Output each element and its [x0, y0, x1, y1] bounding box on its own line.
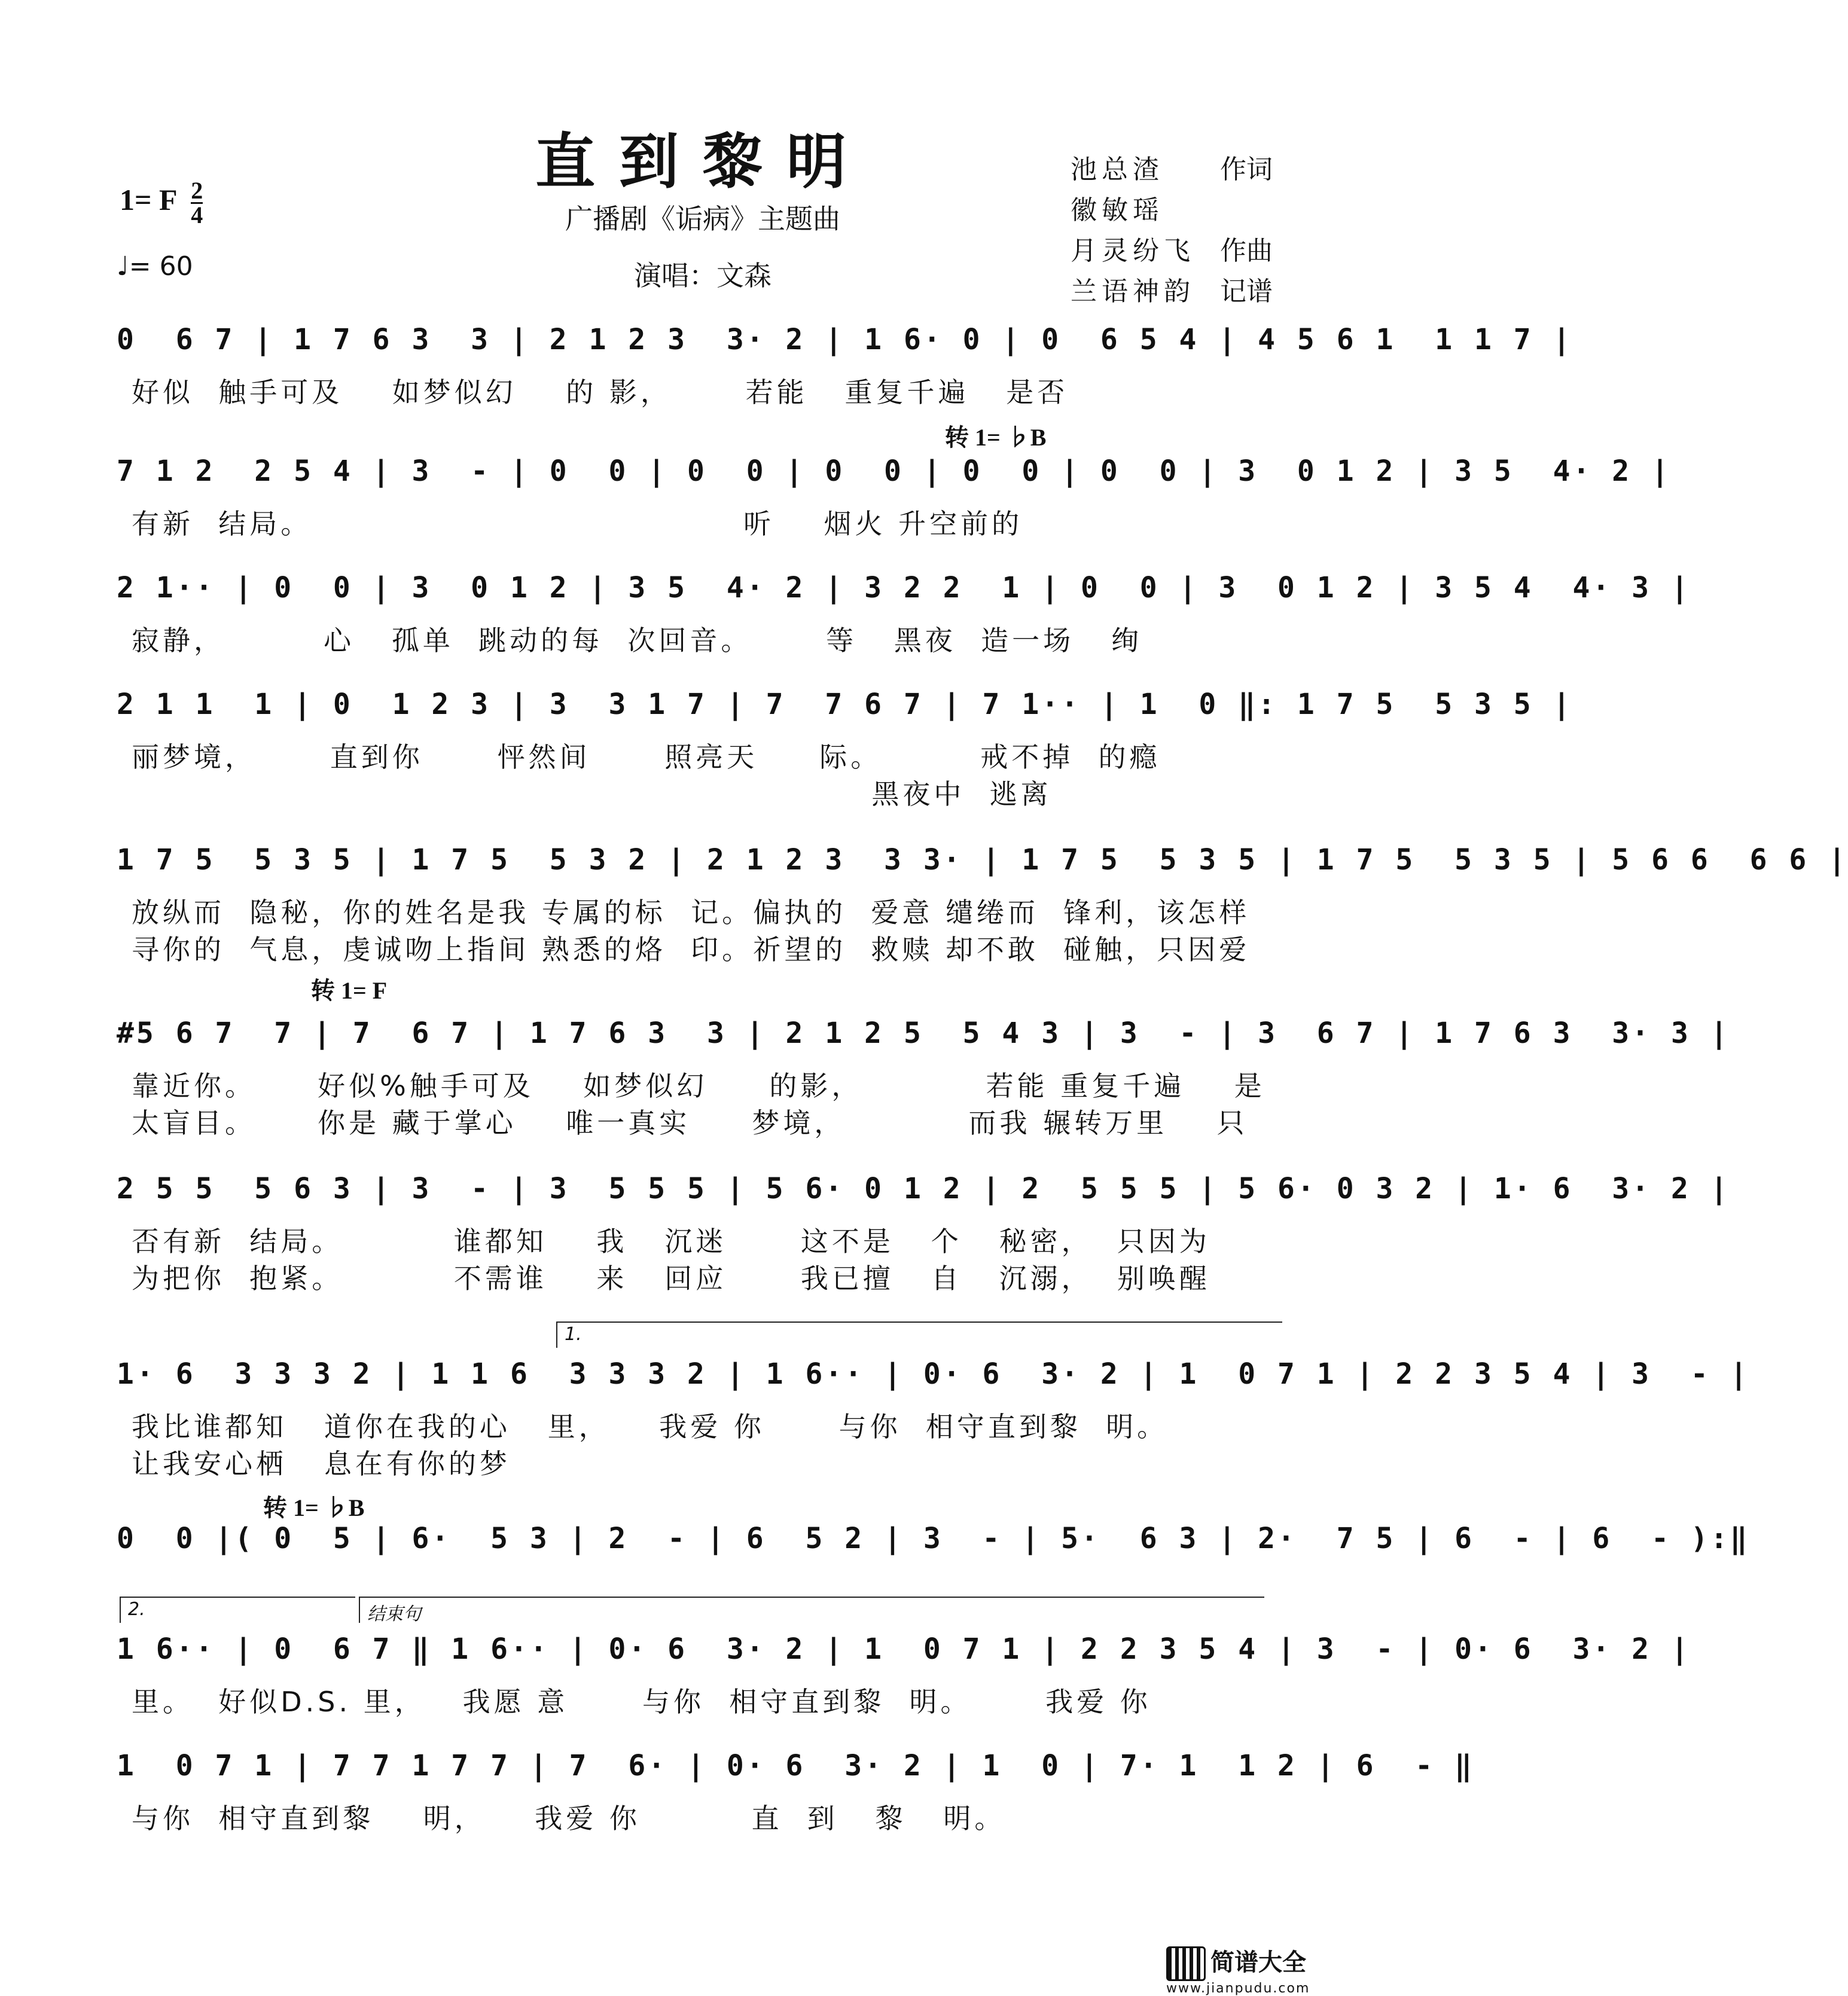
- time-signature: [191, 179, 203, 227]
- lyric-line: 寂静， 心 孤单 跳动的每 次回音。 等 黑夜 造一场 绚: [132, 624, 1143, 657]
- credit-name: 兰语神韵: [1071, 276, 1195, 307]
- page-title: 直到黎明: [535, 126, 870, 197]
- piano-keys-icon: [1166, 1946, 1206, 1981]
- notation-line: 1 6·· | 0 6 7 ‖ 1 6·· | 0· 6 3· 2 | 1 0 7 1 | 2 2 3 5 4 | 3 - | 0· 6 3· 2 |: [117, 1632, 1691, 1666]
- notation-line: #5 6 7 7 | 7 6 7 | 1 7 6 3 3 | 2 1 2 5 5 4 3 | 3 - | 3 6 7 | 1 7 6 3 3· 3 |: [117, 1017, 1730, 1050]
- modulation-mark: 转 1= F: [311, 977, 388, 1004]
- tempo-marking: ♩= 60: [117, 251, 193, 282]
- coda-section-label: 结束句: [359, 1597, 1264, 1623]
- credit-row: [1071, 190, 1273, 231]
- lyric-line: 靠近你。 好似%触手可及 如梦似幻 的影， 若能 重复千遍 是: [132, 1070, 1265, 1102]
- credit-role: 作曲: [1220, 236, 1273, 266]
- credit-name: 徽敏瑶: [1071, 195, 1164, 225]
- time-signature-top: 2: [191, 177, 203, 204]
- key-signature: [120, 179, 203, 227]
- notation-line: 0 6 7 | 1 7 6 3 3 | 2 1 2 3 3· 2 | 1 6· 0 | 0 6 5 4 | 4 5 6 1 1 1 7 |: [117, 323, 1573, 356]
- lyric-line: 太盲目。 你是 藏于掌心 唯一真实 梦境， 而我 辗转万里 只: [132, 1107, 1248, 1139]
- lyric-line: 为把你 抱紧。 不需谁 来 回应 我已擅 自 沉溺， 别唤醒: [132, 1262, 1210, 1295]
- notation-line: 0 0 |( 0 5 | 6· 5 3 | 2 - | 6 5 2 | 3 - | 5· 6 3 | 2· 7 5 | 6 - | 6 - ):‖: [117, 1522, 1750, 1555]
- lyric-line: 里。 好似D.S. 里， 我愿 意 与你 相守直到黎 明。 我爱 你: [132, 1686, 1151, 1718]
- credits: [1071, 149, 1273, 312]
- lyric-line: 我比谁都知 道你在我的心 里， 我爱 你 与你 相守直到黎 明。: [132, 1411, 1169, 1443]
- subtitle: 广播剧《诟病》主题曲: [565, 203, 840, 235]
- notation-line: 2 1·· | 0 0 | 3 0 1 2 | 3 5 4· 2 | 3 2 2 1 | 0 0 | 3 0 1 2 | 3 5 4 4· 3 |: [117, 571, 1691, 605]
- lyric-line: 寻你的 气息，虔诚吻上指间 熟悉的烙 印。祈望的 救赎 却不敢 碰触，只因爱: [132, 933, 1251, 966]
- key-label: 1= F: [120, 182, 176, 216]
- credit-row: [1071, 231, 1273, 271]
- watermark-url: www.jianpudu.com: [1166, 1981, 1310, 1996]
- notation-line: 1· 6 3 3 3 2 | 1 1 6 3 3 3 2 | 1 6·· | 0· 6 3· 2 | 1 0 7 1 | 2 2 3 5 4 | 3 - |: [117, 1357, 1750, 1391]
- lyric-line: 让我安心栖 息在有你的梦: [132, 1448, 511, 1480]
- lyric-line: 好似 触手可及 如梦似幻 的 影， 若能 重复千遍 是否: [132, 376, 1069, 408]
- credit-row: [1071, 271, 1273, 312]
- volta-first-ending: 1.: [556, 1321, 1282, 1348]
- credit-name: 池总渣: [1071, 154, 1164, 185]
- time-signature-bottom: 4: [191, 202, 203, 228]
- credit-role: 作词: [1220, 154, 1273, 185]
- watermark-logo: [1166, 1943, 1310, 1996]
- lyric-line: 放纵而 隐秘，你的姓名是我 专属的标 记。偏执的 爱意 缱绻而 锋利，该怎样: [132, 896, 1251, 929]
- lyric-line: 黑夜中 逃离: [132, 778, 1052, 810]
- singer: 演唱：文森: [634, 260, 771, 292]
- notation-line: 2 5 5 5 6 3 | 3 - | 3 5 5 5 | 5 6· 0 1 2 | 2 5 5 5 | 5 6· 0 3 2 | 1· 6 3· 2 |: [117, 1172, 1730, 1205]
- lyric-line: 否有新 结局。 谁都知 我 沉迷 这不是 个 秘密， 只因为: [132, 1225, 1210, 1258]
- credit-row: [1071, 149, 1273, 190]
- credit-role: 记谱: [1220, 276, 1273, 307]
- modulation-mark: 转 1= ♭B: [263, 1494, 365, 1521]
- notation-line: 1 7 5 5 3 5 | 1 7 5 5 3 2 | 2 1 2 3 3 3· | 1 7 5 5 3 5 | 1 7 5 5 3 5 | 5 6 6 6 6 |: [117, 843, 1848, 877]
- lyric-line: 与你 相守直到黎 明， 我爱 你 直 到 黎 明。: [132, 1802, 1006, 1835]
- volta-second-ending: 2.: [120, 1597, 355, 1623]
- watermark-name: 简谱大全: [1210, 1949, 1306, 1976]
- credit-name: 月灵纷飞: [1071, 236, 1195, 266]
- lyric-line: 有新 结局。 听 烟火 升空前的: [132, 508, 1023, 540]
- notation-line: 7 1 2 2 5 4 | 3 - | 0 0 | 0 0 | 0 0 | 0 0 | 0 0 | 3 0 1 2 | 3 5 4· 2 |: [117, 454, 1671, 488]
- modulation-mark: 转 1= ♭B: [945, 424, 1047, 451]
- lyric-line: 丽梦境， 直到你 怦然间 照亮天 际。 戒不掉 的瘾: [132, 741, 1161, 773]
- notation-line: 2 1 1 1 | 0 1 2 3 | 3 3 1 7 | 7 7 6 7 | 7 1·· | 1 0 ‖: 1 7 5 5 3 5 |: [117, 688, 1573, 721]
- notation-line: 1 0 7 1 | 7 7 1 7 7 | 7 6· | 0· 6 3· 2 | 1 0 | 7· 1 1 2 | 6 - ‖: [117, 1749, 1474, 1783]
